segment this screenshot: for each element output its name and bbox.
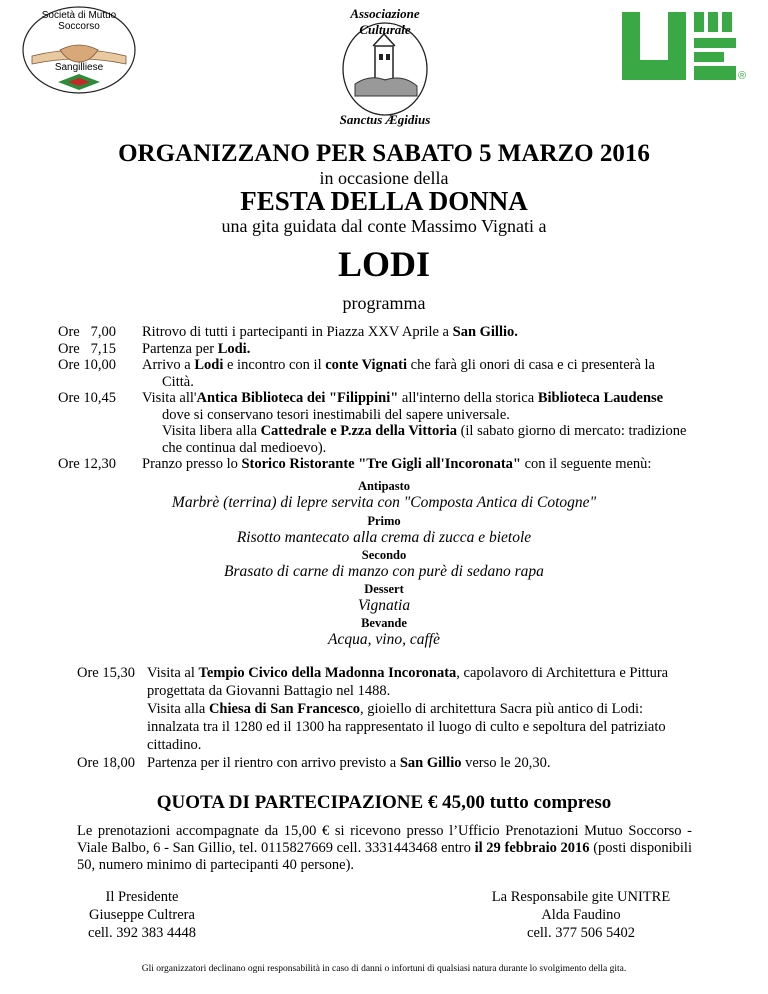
schedule-desc [162,423,686,440]
schedule-desc [142,390,663,407]
bold-run: Chiesa di San Francesco [208,701,360,717]
text-run: Visita alla [147,701,209,717]
schedule-desc [142,324,518,341]
schedule-cont: innalzata tra il 1280 ed il 1300 ha rappresentato il luogo di culto e sepoltura del patriziato [147,719,666,735]
text-run: Partenza per il rientro con arrivo previsto a [147,755,400,771]
logo-left-bottom-text: Sangilliese [54,62,104,73]
signature-role: La Responsabile gite UNITRE [491,889,671,905]
bold-run: Lodi [194,357,224,373]
morning-schedule [58,324,748,474]
schedule-time: Ore 10,00 [58,357,116,373]
schedule-cont: dove si conservano tesori inestimabili del sapere universale. [162,406,510,423]
bold-run: Antica Biblioteca dei "Filippini" [196,390,399,406]
text-run: verso le 20,30. [461,755,551,771]
menu-course: Secondo [361,548,407,562]
schedule-cont: cittadino. [147,737,202,753]
afternoon-schedule [77,664,757,776]
page-title: ORGANIZZANO PER SABATO 5 MARZO 2016 [118,140,650,167]
signature-president [62,888,222,942]
booking-text-c: (posti disponibili 50, numero minimo di partecipanti 40 persone). [77,840,692,873]
booking-info [77,823,692,874]
text-run: all'interno della storica [398,390,538,406]
bold-run: Lodi. [217,340,251,357]
menu-dish: Marbrè (terrina) di lepre servita con "Composta Antica di Cotogne" [171,494,597,511]
logo-mid-bottom-text: Sanctus Ægidius [339,112,431,127]
menu-dish: Acqua, vino, caffè [328,631,440,648]
signature-name: Alda Faudino [541,907,621,923]
schedule-desc [142,456,651,473]
bold-run: Cattedrale e P.zza della Vittoria [260,423,457,439]
text-run: Partenza per [142,340,218,357]
menu-course: Dessert [364,582,404,596]
signature-phone: cell. 392 383 4448 [88,925,196,941]
mutuo-soccorso-logo [20,4,138,96]
schedule-desc [147,700,643,718]
schedule-desc [147,754,551,772]
city-title: LODI [337,244,431,284]
menu-dish: Vignatia [357,597,411,614]
text-run: che farà gli onori di casa e ci presenterà la [407,357,655,373]
disclaimer: Gli organizzatori declinano ogni responsabilità in caso di danni o infortuni di qualsiasi natura durante lo svolgimento della gita. [141,964,627,974]
text-run: con il seguente menù: [520,456,652,472]
text-run: Visita all' [142,390,197,406]
bold-run: Biblioteca Laudense [537,390,664,406]
menu-dish: Brasato di carne di manzo con purè di sedano rapa [224,563,544,580]
event-title: FESTA DELLA DONNA [240,186,528,216]
signature-responsible [466,888,696,942]
text-run: Arrivo a [142,357,195,373]
text-run: (il sabato giorno di mercato: tradizione [456,423,687,439]
menu-dish: Risotto mantecato alla crema di zucca e bietole [236,529,532,546]
text-run: Visita libera alla [162,423,261,439]
bold-run: Tempio Civico della Madonna Incoronata [198,665,457,681]
bold-run: San Gillio [399,755,462,771]
schedule-desc [142,357,655,374]
sanctus-aegidius-logo [325,4,445,134]
text-run: Visita al [147,665,199,681]
menu-course: Primo [367,514,401,528]
program-heading: programma [342,293,426,313]
schedule-cont: progettata da Giovanni Battagio nel 1488. [147,683,391,699]
registered-mark: ® [738,70,747,82]
occasion-text: in occasione della [319,168,449,188]
signature-phone: cell. 377 506 5402 [527,925,635,941]
signature-role: Il Presidente [105,889,179,905]
schedule-time: Ore 10,45 [58,390,116,406]
signature-name: Giuseppe Cultrera [89,907,195,923]
text-run: Pranzo presso lo [142,456,242,472]
guide-text: una gita guidata dal conte Massimo Vignati a [221,216,547,236]
booking-deadline: il 29 febbraio 2016 [474,840,590,856]
text-run: , capolavoro di Architettura e Pittura [456,665,669,681]
schedule-time: Ore 12,30 [58,456,116,472]
booking-text-a: Le prenotazioni accompagnate da 15,00 € si ricevono presso l’Ufficio Prenotazioni Mutuo Soccorso - Viale Balbo, 6 - San Gillio, tel. 0115827669 cell. 3331443468 entro [77,823,692,856]
logo-left-top2-text: Soccorso [58,21,100,32]
logo-mid-top-text: Associazione Culturale [350,6,420,37]
bold-run: conte Vignati [325,357,408,373]
unitre-logo [620,8,748,88]
schedule-time: Ore 7,15 [58,340,116,357]
text-run: e incontro con il [223,357,326,373]
schedule-time: Ore 7,00 [58,324,116,340]
schedule-time: Ore 15,30 [77,665,135,681]
text-run: , gioiello di architettura Sacra più antico di Lodi: [360,701,644,717]
menu-course: Bevande [361,616,407,630]
schedule-cont: che continua dal medioevo). [162,439,327,456]
price-heading: QUOTA DI PARTECIPAZIONE € 45,00 tutto compreso [156,792,612,813]
logo-left-top-text: Società di Mutuo [41,10,117,21]
schedule-desc [142,341,250,358]
schedule-time: Ore 18,00 [77,755,135,771]
text-run: Ritrovo di tutti i partecipanti in Piazza XXV Aprile a [142,324,453,340]
bold-run: San Gillio. [452,324,518,340]
schedule-desc [147,664,668,682]
schedule-cont: Città. [162,373,194,390]
menu-course: Antipasto [357,479,411,493]
bold-run: Storico Ristorante "Tre Gigli all'Incoronata" [241,456,521,472]
